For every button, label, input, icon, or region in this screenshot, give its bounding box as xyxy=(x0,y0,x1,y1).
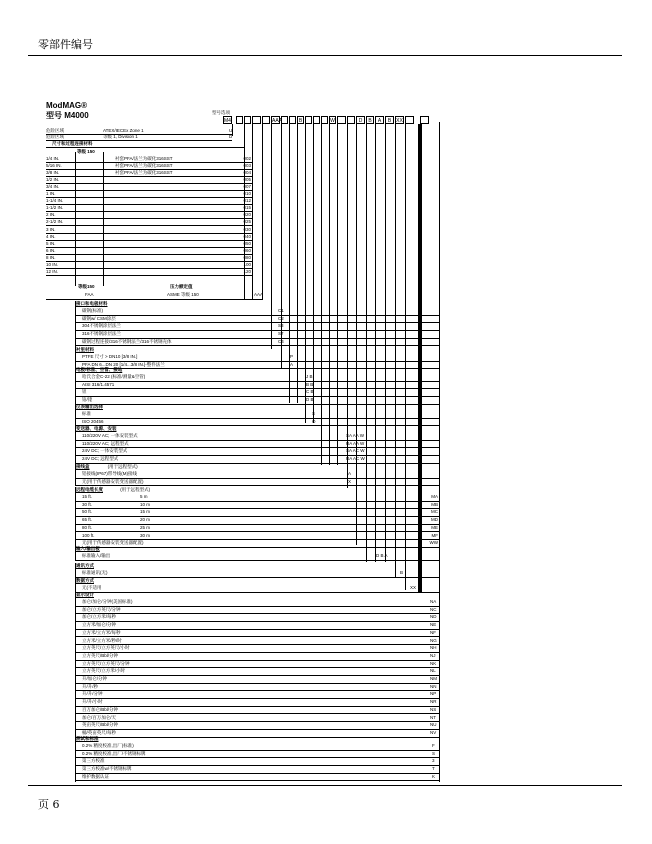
option-row-line xyxy=(76,560,439,561)
option-code: O xyxy=(312,418,316,424)
hazard-area-label: 危险区域 xyxy=(46,128,64,133)
section-left-border xyxy=(75,464,76,486)
option-code: NH xyxy=(430,645,437,651)
bracket-line xyxy=(405,124,406,590)
model-code-box: A xyxy=(375,116,384,124)
size-row-size: 2 IN. xyxy=(46,212,56,218)
option-label: 升/升/秒 xyxy=(82,683,99,689)
option-code: NL xyxy=(430,668,436,674)
size-row-size: 10 IN. xyxy=(46,261,59,267)
size-row-code: 003 xyxy=(243,163,251,169)
bracket-line xyxy=(252,124,253,300)
model-name: 型号 M4000 xyxy=(46,111,89,120)
model-code-box: B xyxy=(298,118,303,124)
option-row-line xyxy=(76,690,439,691)
section-title: 仪表输出选择 xyxy=(76,404,103,409)
option-label: 立方英尺/立方英尺/小时 xyxy=(82,645,130,651)
size-row-size: 2-1/2 IN. xyxy=(46,219,64,225)
model-code-box xyxy=(347,116,355,124)
option-code: S3 xyxy=(278,323,284,329)
size-row-size: 3/8 IN. xyxy=(46,170,60,176)
section-left-border xyxy=(75,546,76,561)
option-row-line xyxy=(76,644,439,645)
section-subtitle: (用于远程型式) xyxy=(107,464,138,469)
option-code: MA xyxy=(431,494,438,499)
bracket-line xyxy=(356,124,357,545)
option-code: WW xyxy=(429,540,438,546)
faa-label: FAA xyxy=(85,292,94,297)
option-row-line xyxy=(76,345,439,346)
size-row-code: 007 xyxy=(243,184,251,190)
section-title: 电极/标准、空管、接地 xyxy=(76,367,123,372)
size-row-code: 040 xyxy=(243,233,251,239)
option-row-line xyxy=(76,404,439,405)
footer-rule xyxy=(28,785,622,786)
size-row-size: 1-1/2 IN. xyxy=(46,205,64,211)
section-left-border xyxy=(75,301,76,347)
option-code: A xyxy=(290,361,294,367)
option-code: D B A xyxy=(376,553,388,558)
size-row-line xyxy=(46,197,252,198)
option-detail: 20 m xyxy=(140,517,151,523)
option-row-line xyxy=(76,592,439,593)
option-code: P xyxy=(290,354,294,359)
option-label: 碳钢(标准) xyxy=(82,308,103,313)
option-row-line xyxy=(76,613,439,614)
option-code: F xyxy=(432,743,435,748)
size-row-material: 衬套PFA/法兰为碳化316SST xyxy=(115,163,173,169)
faa-line xyxy=(46,299,262,300)
option-label: 升/升/分钟 xyxy=(82,691,103,697)
size-row-line xyxy=(46,275,252,276)
model-code-box-first: M4 xyxy=(224,118,231,124)
bracket-line xyxy=(366,124,367,562)
bracket-line xyxy=(262,124,263,300)
option-label: 维护数据认证 xyxy=(82,773,109,779)
option-row-line xyxy=(76,757,439,758)
header-rule xyxy=(28,55,622,56)
model-code-box xyxy=(252,116,261,124)
option-row-line xyxy=(76,418,439,419)
option-label: 桶/英亩英尺/每秒 xyxy=(82,729,116,735)
option-row-line xyxy=(76,381,439,382)
option-code: S xyxy=(432,750,436,756)
size-row-code: 010 xyxy=(243,191,251,197)
size-row-code: 050 xyxy=(243,240,251,246)
section-title: 通讯方式 xyxy=(76,563,94,568)
section-left-border xyxy=(75,563,76,578)
option-code: SA AA W xyxy=(346,433,365,438)
option-label: 钽 xyxy=(82,389,87,395)
bracket-line xyxy=(329,124,330,465)
option-row-line xyxy=(76,780,439,781)
option-label: 加仑/立方英尺/分钟 xyxy=(82,606,121,612)
option-code: NA xyxy=(430,599,437,604)
option-label: 110/220V AC; 远程型式 xyxy=(82,440,129,446)
size-row-size: 5 IN. xyxy=(46,240,56,246)
option-label: 碳钢w/ CSM涂层 xyxy=(82,315,116,321)
size-row-code: 060 xyxy=(243,247,251,253)
option-row-line xyxy=(76,524,439,525)
option-detail: 15 m xyxy=(140,509,151,515)
option-row-line xyxy=(76,706,439,707)
option-label: 第三方校准w/不锈钢标牌 xyxy=(82,766,132,772)
option-row-line xyxy=(76,368,439,369)
option-row-line xyxy=(76,577,439,578)
size-section-title: 尺寸和过程连接材料 xyxy=(52,141,93,146)
size-row-line xyxy=(46,204,252,205)
option-row-line xyxy=(76,721,439,722)
option-row-line xyxy=(76,508,439,509)
option-label: 24V DC; 一体安装型式 xyxy=(82,448,128,454)
section-title: 变送器、电源、安装 xyxy=(76,426,117,431)
option-row-line xyxy=(76,606,439,607)
option-label: 立方英尺/立方英尺/分钟 xyxy=(82,660,130,666)
option-label: PFA DN 6...DN 20 [1/4...3/8 IN.]-整件法兰 xyxy=(82,361,165,367)
size-row-code: 025 xyxy=(243,219,251,225)
option-code: RA AC W xyxy=(346,456,365,462)
option-label: 立方米/立方米/每秒 xyxy=(82,629,121,635)
option-row-line xyxy=(76,547,439,548)
bracket-line xyxy=(321,124,322,465)
section-title: 接口和电极材料 xyxy=(76,301,108,306)
size-row-material: 衬套PFA/法兰为碳化316SST xyxy=(115,156,173,161)
option-code: NC xyxy=(430,606,437,612)
model-brand: ModMAG® xyxy=(46,101,87,110)
size-row-line xyxy=(46,211,252,212)
section-subtitle: (用于远程型式) xyxy=(120,487,151,492)
size-column-right xyxy=(103,152,104,286)
option-row-line xyxy=(76,652,439,653)
model-code-box xyxy=(244,116,251,124)
size-row-size: 5/16 IN. xyxy=(46,163,62,169)
size-row-size: 6 IN. xyxy=(46,247,56,253)
option-label: 百万加仑/Bbl/分钟 xyxy=(82,706,119,712)
option-label: 24V DC; 远程型式 xyxy=(82,456,119,462)
section-left-border xyxy=(75,592,76,738)
option-code: NV xyxy=(430,729,437,735)
option-label: 316不锈钢涂层法兰 xyxy=(82,331,122,337)
option-code: NS xyxy=(430,706,437,712)
option-row-line xyxy=(76,713,439,714)
option-label: 英亩英尺/Bbl/分钟 xyxy=(82,722,119,728)
size-row-code: 015 xyxy=(243,205,251,211)
option-label: 80 ft. xyxy=(82,524,93,530)
size-row-material: 衬套PFA/法兰为碳化316SST xyxy=(115,170,173,176)
size-column-left xyxy=(75,152,76,286)
option-label: 标准通讯(无) xyxy=(82,570,108,575)
option-label: ISO 20456 xyxy=(82,418,104,424)
option-code: NM xyxy=(430,676,437,681)
model-code-box xyxy=(305,116,312,124)
model-code-box xyxy=(281,116,288,124)
size-row-line xyxy=(46,261,252,262)
option-code: J B xyxy=(306,374,313,379)
section-left-border xyxy=(75,578,76,593)
option-row-line xyxy=(76,455,439,456)
option-row-line xyxy=(76,440,439,441)
option-row-line xyxy=(76,667,439,668)
size-row-line xyxy=(46,218,252,219)
model-code-box xyxy=(236,116,243,124)
option-label: 立方米/加仑/分钟 xyxy=(82,622,116,628)
size-row-size: 12 IN. xyxy=(46,268,59,274)
option-row-line xyxy=(76,621,439,622)
option-row-line xyxy=(76,729,439,730)
option-code: A xyxy=(348,471,352,476)
size-row-line xyxy=(46,247,252,248)
option-label: 0.2% 精度校准,出厂(标准) xyxy=(82,743,134,748)
option-code: B B xyxy=(306,381,314,387)
option-code: S xyxy=(312,411,316,416)
section-left-border xyxy=(75,367,76,405)
size-row-line xyxy=(46,183,252,184)
option-label: 加仑/百万加仑/天 xyxy=(82,714,116,720)
section-title: 远程电缆长度 xyxy=(76,487,103,492)
option-label: 30 ft. xyxy=(82,501,93,507)
option-row-line xyxy=(76,698,439,699)
option-label: 标准 xyxy=(82,411,91,416)
page-number: 页 6 xyxy=(38,798,60,811)
size-class-label: 等级 150 xyxy=(77,149,95,154)
option-label: 铝接线(IP67)带导线(M)接线 xyxy=(82,471,137,476)
option-code: NP xyxy=(430,691,437,697)
size-row-code: 004 xyxy=(243,170,251,176)
option-label: 立方英尺/立方米/小时 xyxy=(82,668,125,674)
size-row-code: 020 xyxy=(243,212,251,218)
size-row-size: 3/4 IN. xyxy=(46,184,60,190)
option-label: 无(用于传感器安装变送器配置) xyxy=(82,540,144,546)
option-code: ME xyxy=(431,524,438,530)
option-label: 65 ft. xyxy=(82,517,93,523)
page-header: 零部件编号 xyxy=(38,38,93,51)
section-title: 测试和标准 xyxy=(76,736,99,741)
table-right-border xyxy=(439,122,440,782)
option-label: 加仑/加仑/分钟(美国标准) xyxy=(82,599,133,604)
option-row-line xyxy=(76,425,439,426)
size-row-size: 1-1/4 IN. xyxy=(46,198,64,204)
bracket-line xyxy=(313,124,314,423)
size-row-size: 1/4 IN. xyxy=(46,156,60,161)
model-code-box xyxy=(337,116,346,124)
option-label: 无(不适用 xyxy=(82,585,102,590)
option-detail: 30 m xyxy=(140,532,151,538)
option-row-line xyxy=(76,501,439,502)
option-code: NR xyxy=(430,699,437,705)
bracket-line xyxy=(375,124,376,562)
option-row-line xyxy=(76,773,439,774)
option-label: 立方米/立方米/秒/时 xyxy=(82,637,122,643)
model-code-box: D xyxy=(356,116,365,124)
model-code-box: B xyxy=(385,116,394,124)
option-code: NF xyxy=(430,629,436,635)
option-row-line xyxy=(76,629,439,630)
option-row-line xyxy=(76,315,439,316)
option-code: T xyxy=(432,766,435,772)
option-label: 第三方校准 xyxy=(82,758,105,764)
option-label: 哈氏合金C-22 (标准/测量&空管) xyxy=(82,374,146,379)
option-label: 100 ft. xyxy=(82,532,95,538)
size-row-line xyxy=(46,240,252,241)
faa-code: AAA xyxy=(254,292,264,297)
size-row-code: 100 xyxy=(243,261,251,267)
size-row-line xyxy=(46,225,252,226)
option-detail: 10 m xyxy=(140,501,151,507)
model-code-box xyxy=(289,116,296,124)
size-row-code: 012 xyxy=(243,198,251,204)
faa-value: ASME 等级 150 xyxy=(167,292,199,297)
option-label: 标准输入/输出 xyxy=(82,553,111,558)
option-code: RA AA W xyxy=(346,440,365,446)
size-row-size: 1 IN. xyxy=(46,191,56,197)
model-code-box: AAA xyxy=(272,118,283,124)
option-code: NE xyxy=(430,622,437,628)
option-label: 铂/铑 xyxy=(82,397,93,403)
option-row-line xyxy=(76,636,439,637)
option-code: NU xyxy=(430,722,437,728)
hazard-row-line xyxy=(46,134,232,135)
size-row-line xyxy=(46,233,252,234)
option-code: C2 xyxy=(278,315,284,321)
bracket-line xyxy=(418,124,422,592)
size-row-line xyxy=(46,176,252,177)
option-code: C1 xyxy=(278,308,284,313)
option-row-line xyxy=(76,737,439,738)
section-left-border xyxy=(75,426,76,464)
size-row-code: 080 xyxy=(243,254,251,260)
hazard-area-label: 危险区域 xyxy=(46,134,64,139)
option-code: NJ xyxy=(430,652,436,658)
option-row-line xyxy=(76,675,439,676)
option-label: 15 ft. xyxy=(82,494,93,499)
hazard-area-value: ATEX/IECEx Zone 1 xyxy=(103,128,144,133)
option-row-line xyxy=(76,516,439,517)
option-label: 升/升/小时 xyxy=(82,699,103,705)
option-label: 加仑/立方米/每秒 xyxy=(82,614,116,620)
model-code-box: XX xyxy=(396,118,403,124)
model-code-box xyxy=(321,116,328,124)
option-label: PTFE 尺寸 > DN10 [3/8 IN.] xyxy=(82,354,138,359)
option-code: S7 xyxy=(278,331,284,337)
bracket-line xyxy=(337,124,338,465)
model-options-caption: 型号选项 xyxy=(212,110,230,115)
option-code: MB xyxy=(431,501,438,507)
option-code: SA AC W xyxy=(346,448,365,454)
size-row-code: 030 xyxy=(243,226,251,232)
option-code: MD xyxy=(431,517,438,523)
option-row-line xyxy=(76,447,439,448)
section-left-border xyxy=(75,736,76,782)
option-label: 304不锈钢涂层法兰 xyxy=(82,323,122,329)
option-code: B xyxy=(400,570,404,575)
option-label: 碳钢过程连接/316不锈钢法兰/316不锈钢壳体 xyxy=(82,338,172,344)
size-row-line xyxy=(46,190,252,191)
size-row-size: 3 IN. xyxy=(46,226,56,232)
option-row-line xyxy=(76,388,439,389)
model-code-box xyxy=(405,116,414,124)
section-title: 数据方式 xyxy=(76,578,94,583)
size-row-size: 8 IN. xyxy=(46,254,56,260)
hazard-area-code: D xyxy=(229,134,233,139)
option-code: NG xyxy=(430,637,437,643)
option-code: K xyxy=(432,773,436,779)
section-title: 衬里材料 xyxy=(76,347,94,352)
option-row-line xyxy=(76,683,439,684)
option-code: ND xyxy=(430,614,437,620)
hazard-area-code: U xyxy=(229,128,233,133)
size-row-line xyxy=(46,268,252,269)
option-code: C4 xyxy=(278,338,284,344)
option-detail: 5 m xyxy=(140,494,148,499)
section-title: 接线盒 xyxy=(76,464,90,469)
option-code: MC xyxy=(431,509,438,515)
section-left-border xyxy=(75,404,76,426)
size-class-footer: 等级150 xyxy=(78,284,95,289)
model-code-box xyxy=(262,116,270,124)
option-label: 110/220V AC; 一体安装型式 xyxy=(82,433,138,438)
option-code: NT xyxy=(430,714,436,720)
size-row-size: 4 IN. xyxy=(46,233,56,239)
size-row-size: 1/2 IN. xyxy=(46,177,60,183)
option-code: XX xyxy=(410,585,417,590)
option-row-line xyxy=(76,330,439,331)
option-code: X xyxy=(348,478,352,484)
hazard-area-value: 等级 1, Division 1 xyxy=(103,134,138,139)
option-label: 立方英尺/Bbl/分钟 xyxy=(82,652,119,658)
option-row-line xyxy=(76,660,439,661)
size-row-code: 005 xyxy=(243,177,251,183)
option-code: MF xyxy=(431,532,438,538)
model-code-box xyxy=(420,116,429,124)
bracket-line xyxy=(385,124,386,562)
option-label: 0.2% 精度校准,出厂/不锈钢标牌 xyxy=(82,750,146,756)
pressure-rating-label: 压力额定值 xyxy=(170,284,193,289)
section-title: 显示设计 xyxy=(76,592,94,597)
option-code: NK xyxy=(430,660,437,666)
model-code-box: B xyxy=(366,116,374,124)
model-code-box xyxy=(313,116,320,124)
option-label: 50 ft. xyxy=(82,509,93,515)
section-left-border xyxy=(75,487,76,548)
option-label: AISI 316/1.4571 xyxy=(82,381,115,387)
option-row-line xyxy=(76,396,439,397)
size-row-line xyxy=(46,254,252,255)
option-code: C B xyxy=(306,389,314,395)
section-title: 输入/输出板 xyxy=(76,546,100,551)
option-row-line xyxy=(76,322,439,323)
option-code: NN xyxy=(430,683,437,689)
option-label: 无(用于传感器安装变送器配置) xyxy=(82,478,144,484)
size-row-code: 120 xyxy=(243,268,251,274)
option-code: D B xyxy=(306,397,314,403)
size-row-code: 002 xyxy=(243,156,251,161)
option-code: 3 xyxy=(432,758,435,764)
option-detail: 25 m xyxy=(140,524,151,530)
option-label: 升/加仑/分钟 xyxy=(82,676,108,681)
size-section-line xyxy=(46,147,244,148)
option-row-line xyxy=(76,531,439,532)
model-code-box: W xyxy=(330,118,335,124)
